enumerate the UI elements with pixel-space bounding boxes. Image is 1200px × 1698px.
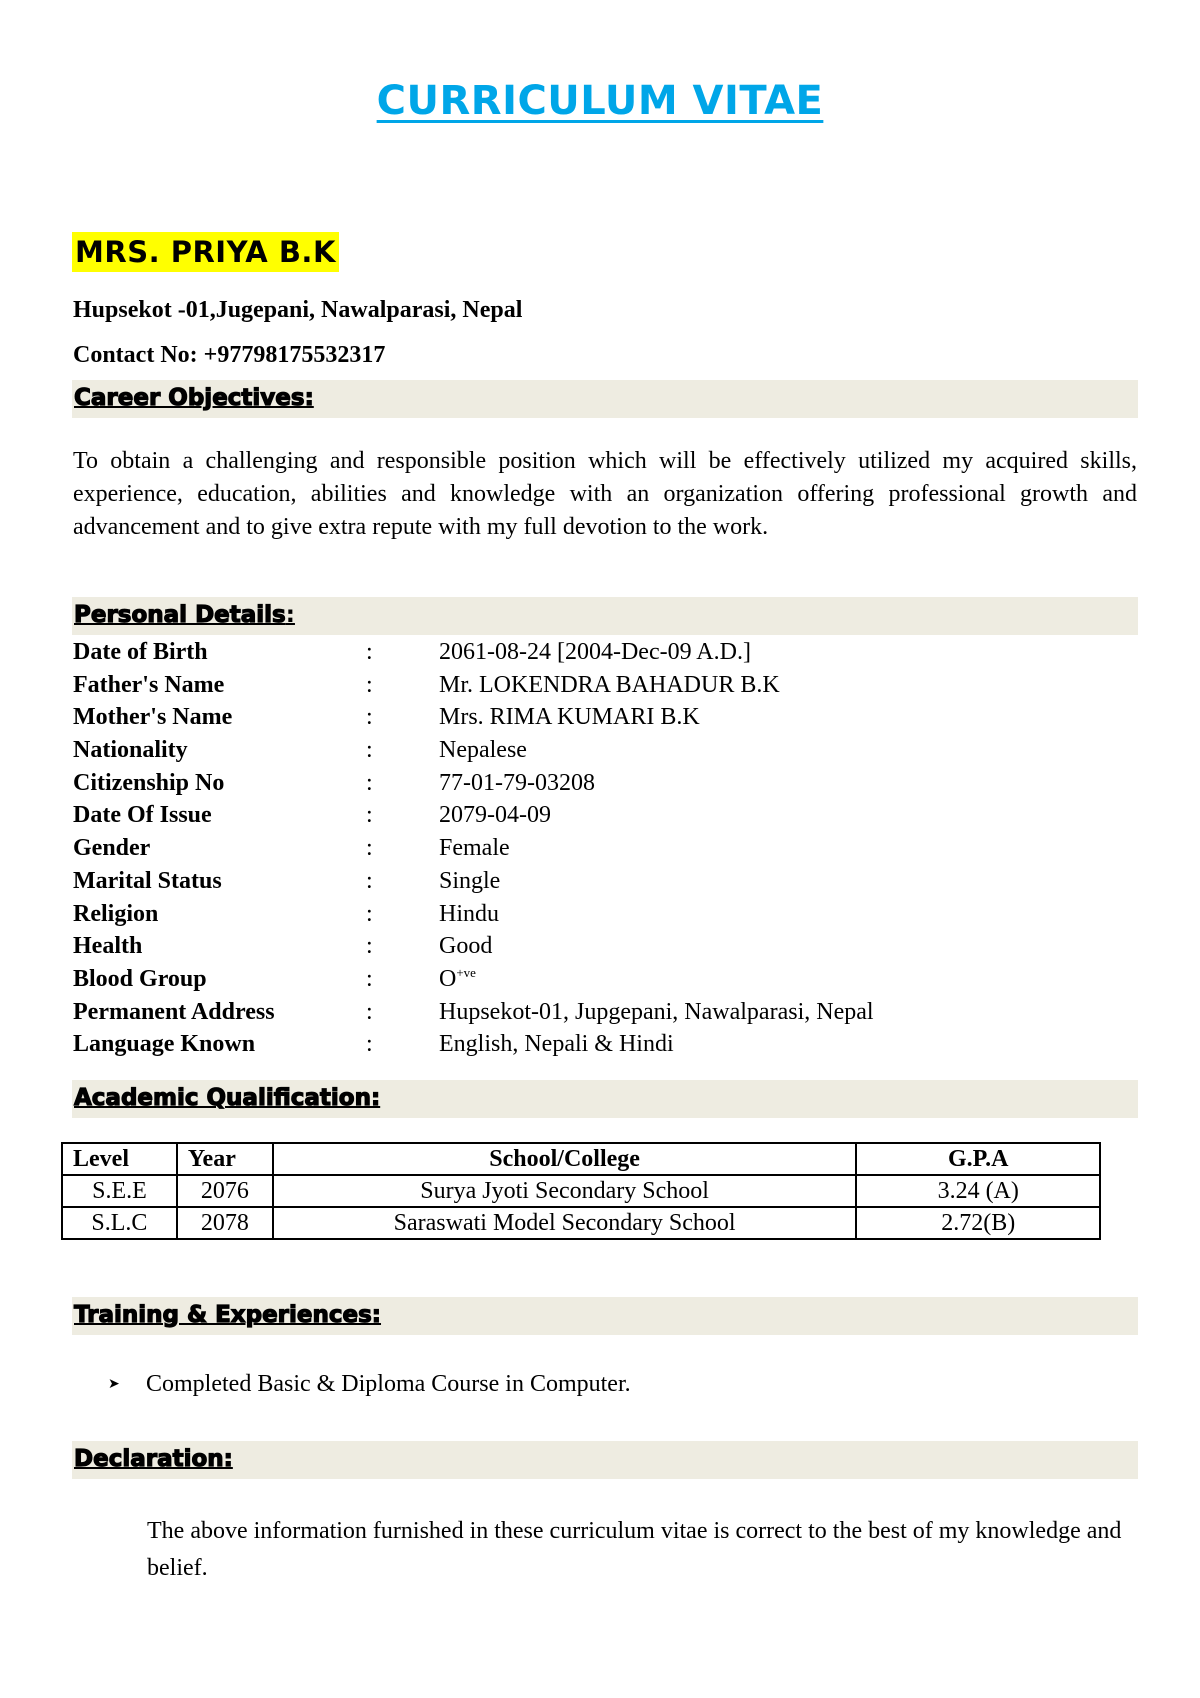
personal-details-header (72, 597, 1138, 635)
detail-value: 2079-04-09 (439, 802, 551, 829)
detail-colon: : (366, 671, 373, 698)
declaration-header (72, 1441, 1138, 1479)
detail-value: Mrs. RIMA KUMARI B.K (439, 704, 700, 731)
col-header-level: Level (62, 1143, 177, 1175)
detail-colon: : (366, 639, 373, 665)
table-header-row (62, 1143, 1100, 1175)
table-cell: S.L.C (62, 1207, 177, 1239)
detail-value: 2061-08-24 [2004-Dec-09 A.D.] (439, 639, 751, 665)
address-line: Hupsekot -01,Jugepani, Nawalparasi, Nepal (73, 297, 523, 323)
detail-value: English, Nepali & Hindi (439, 1031, 674, 1058)
candidate-name: MRS. PRIYA B.K (72, 232, 339, 272)
detail-colon: : (366, 867, 373, 894)
detail-label: Marital Status (73, 867, 222, 894)
career-objectives-text: To obtain a challenging and responsible position which will be effectively utilized my acquired skills, experience, education, abilities and knowledge with an organization offering professional growth and advancement and to give extra repute with my full devotion to the work. (73, 448, 1137, 540)
table-row (62, 1175, 1100, 1207)
personal-details-title-colon: : (285, 602, 295, 628)
col-header-school: School/College (273, 1143, 857, 1175)
arrow-bullet-icon: ➤ (108, 1377, 120, 1393)
page-title: CURRICULUM VITAE (376, 78, 824, 124)
col-header-year: Year (177, 1143, 273, 1175)
detail-colon: : (366, 998, 373, 1025)
table-cell: 2.72(B) (856, 1207, 1100, 1239)
blood-group-letter: O (439, 965, 457, 992)
detail-value: Mr. LOKENDRA BAHADUR B.K (439, 671, 780, 698)
declaration-text: The above information furnished in these curriculum vitae is correct to the best of my knowledge and belief. (147, 1518, 1122, 1581)
detail-label: Father's Name (73, 671, 225, 698)
detail-label: Language Known (73, 1031, 256, 1058)
detail-value: Single (439, 867, 501, 894)
table-cell: 2076 (177, 1175, 273, 1207)
detail-colon: : (366, 835, 373, 862)
detail-label: Permanent Address (73, 998, 275, 1025)
detail-label: Mother's Name (73, 704, 233, 731)
academic-qualification-header (72, 1080, 1138, 1118)
training-experiences-header (72, 1297, 1138, 1335)
detail-label: Health (73, 933, 143, 960)
table-cell: Saraswati Model Secondary School (273, 1207, 857, 1239)
detail-label: Blood Group (73, 965, 207, 992)
col-header-gpa: G.P.A (856, 1143, 1100, 1175)
academic-table (61, 1142, 1101, 1240)
personal-details-title-text: Personal Details (74, 602, 286, 628)
table-row (62, 1207, 1100, 1239)
detail-label: Citizenship No (73, 769, 225, 796)
training-experiences-title: Training & Experiences: (74, 1302, 382, 1328)
detail-colon: : (366, 965, 373, 992)
contact-number: Contact No: +97798175532317 (73, 342, 386, 368)
list-item (108, 1369, 631, 1400)
detail-value: Nepalese (439, 737, 527, 764)
detail-colon: : (366, 704, 373, 731)
detail-value: 77-01-79-03208 (439, 769, 595, 796)
detail-label: Religion (73, 900, 159, 927)
table-cell: 2078 (177, 1207, 273, 1239)
training-item-text: Completed Basic & Diploma Course in Computer. (146, 1371, 631, 1397)
detail-value: Hupsekot-01, Jupgepani, Nawalparasi, Nepal (439, 998, 874, 1025)
detail-value: Good (439, 933, 493, 960)
detail-label: Gender (73, 835, 151, 862)
detail-colon: : (366, 737, 373, 764)
table-cell: S.E.E (62, 1175, 177, 1207)
career-objectives-header (72, 380, 1138, 418)
detail-colon: : (366, 802, 373, 829)
detail-colon: : (366, 933, 373, 960)
detail-colon: : (366, 769, 373, 796)
detail-label: Nationality (73, 737, 188, 764)
detail-label: Date of Birth (73, 639, 208, 665)
detail-value-blood-group (439, 964, 476, 994)
detail-label: Date Of Issue (73, 802, 212, 829)
declaration-title: Declaration: (74, 1446, 233, 1472)
personal-details-title (74, 600, 295, 630)
table-cell: Surya Jyoti Secondary School (273, 1175, 857, 1207)
detail-colon: : (366, 900, 373, 927)
detail-value: Female (439, 835, 510, 862)
table-cell: 3.24 (A) (856, 1175, 1100, 1207)
detail-value: Hindu (439, 900, 499, 927)
blood-group-rh: +ve (456, 964, 476, 980)
detail-colon: : (366, 1031, 373, 1058)
academic-qualification-title: Academic Qualification: (74, 1085, 381, 1111)
career-objectives-title: Career Objectives: (74, 385, 314, 411)
